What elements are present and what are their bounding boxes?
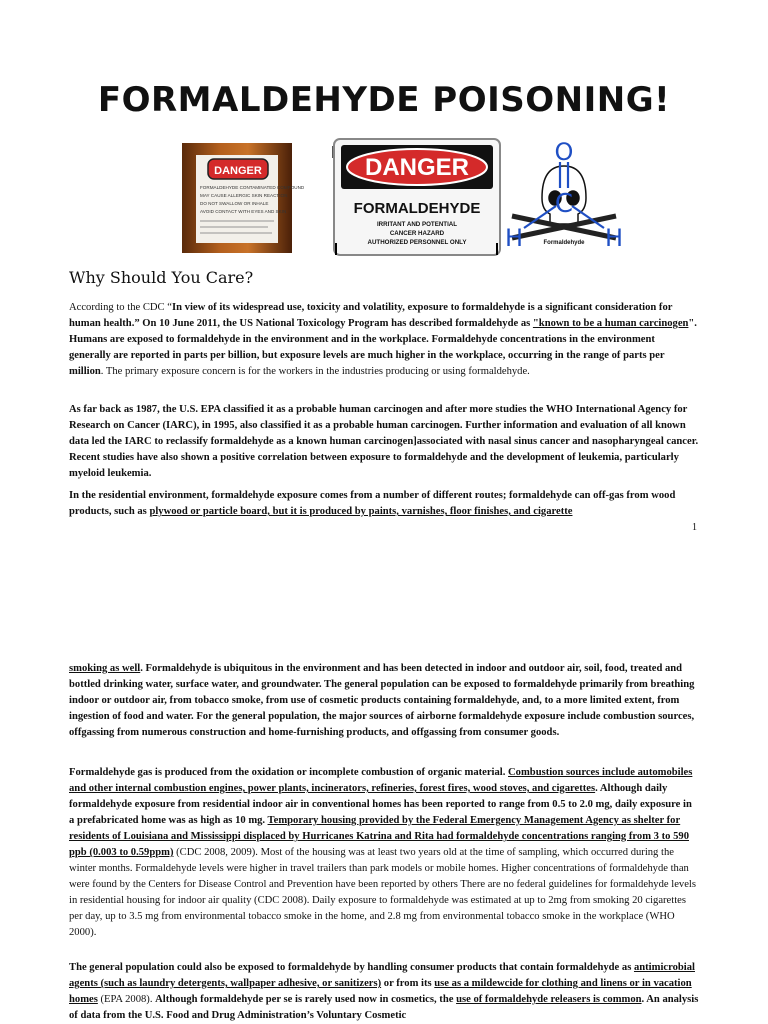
image-border-mark: [335, 243, 337, 255]
paragraph-text-bold: . Formaldehyde is ubiquitous in the environment and has been detected in indoor and outdoor air, soil, food, treated and bottled drinking water, surface water, and groundwater. The general population can be exposed to formaldehyde primarily from breathing indoor or outdoor air, from tobacco smoke, from use of cosmetic products containing formaldehyde, and, to a more limited extent, from ingestion of food and water. For the general population, the major sources of airborne formaldehyde exposure include combustion sources, offgassing from numerous construction and home-furnishing products, and offgassing from consumer goods.: [69, 663, 695, 738]
paragraph-text-bold: . An analysis of data from the U.S. Food and Drug Administration’s Voluntary Cosmetic: [69, 994, 699, 1021]
paragraph-text: . The primary exposure concern is for the workers in the industries producing or using formaldehyde.: [100, 366, 530, 377]
paragraph-text-bold: The general population could also be exposed to formaldehyde by handling consumer products that contain formaldehyde as: [69, 962, 634, 973]
wood-products-link[interactable]: plywood or particle board, but it is produced by paints, varnishes, floor finishes, and cigarette: [149, 506, 573, 517]
mildewcide-link[interactable]: use as a mildewcide for clothing and linens or in vacation homes: [69, 978, 692, 1005]
atom-hydrogen-left: H: [504, 224, 524, 252]
sign-line-2: CANCER HAZARD: [389, 230, 445, 237]
paragraph-text: (CDC 2008, 2009). Most of the housing was at least two years old at the time of sampling, which occurred during the winter months. Formaldehyde levels were higher in travel trailers than park models or mobile homes. Higher concentrations of formaldehyde than were found by the Centers for Disease Control and Prevention have been reported by others There are no federal guidelines for formaldehyde levels in residential housing for indoor air quality (CDC 2008). Daily exposure to formaldehyde was estimated at up to 2mg from smoking 20 cigarettes per day, up to 3.5 mg from environmental tobacco smoke in the home, and 2.8 mg from environmental tobacco smoke in the workplace (WHO 2000).: [69, 847, 696, 938]
paragraph-text-bold: . Although daily formaldehyde exposure from residential indoor air in conventional homes has been reported to range from 0.5 to 2.0 mg, daily exposure in a prefabricated home was as high as 10 mg.: [69, 783, 692, 826]
image-border-mark: [332, 146, 333, 158]
section-heading: Why Should You Care?: [69, 268, 254, 287]
atom-carbon: C: [554, 189, 574, 219]
paragraph-text-bold: ". Humans are exposed to formaldehyde in the environment and in the workplace. Formaldehyde concentrations in the environment generally are reported in parts per billion, but exposure levels are much higher in the workplace, occurring in the range of parts per million: [69, 318, 697, 377]
bottle-label-line: AVOID CONTACT WITH EYES AND SKIN: [200, 209, 287, 214]
page-title: FORMALDEHYDE POISONING!: [97, 80, 671, 120]
paragraph-text-bold: As far back as 1987, the U.S. EPA classified it as a probable human carcinogen and after more studies the WHO International Agency for Research on Cancer (IARC), in 1995, also classified it as a probable human carcinogen. Further information and evaluation of all known data led the IARC to reclassify formaldehyde as a known human carcinogen]associated with nasal sinus cancer and nasopharyngeal cancer. Recent studies have also shown a positive correlation between exposure to formaldehyde and the development of leukemia, particularly myeloid leukemia.: [69, 404, 699, 479]
sign-formaldehyde-label: FORMALDEHYDE: [353, 200, 481, 217]
image-border-mark: [496, 243, 498, 255]
paragraph-text-bold: In view of its widespread use, toxicity and volatility, exposure to formaldehyde is a significant consideration for human health.” On 10 June 2011, the US National Toxicology Program has described formaldehyde as: [69, 302, 673, 329]
paragraph-text-bold: In the residential environment, formaldehyde exposure comes from a number of different routes; formaldehyde can off-gas from wood products, such as: [69, 490, 676, 517]
combustion-sources-link[interactable]: Combustion sources include automobiles and other internal combustion engines, power plants, incinerators, refineries, forest fires, wood stoves, and cigarettes: [69, 767, 693, 794]
bottle-label-line: MAY CAUSE ALLERGIC SKIN REACTION: [200, 193, 288, 198]
sign-line-1: IRRITANT AND POTENTIAL: [376, 221, 458, 228]
paragraph-text: According to the CDC “: [69, 302, 172, 313]
sign-danger-label: DANGER: [364, 154, 470, 181]
paragraph-combustion: [69, 765, 699, 941]
paragraph-ubiquitous: [69, 661, 699, 741]
paragraph-text-bold: Although formaldehyde per se is rarely used now in cosmetics, the: [155, 994, 457, 1005]
atom-hydrogen-right: H: [604, 224, 624, 252]
bottle-label-line: FORMALDEHYDE CONTAMINATED COMPOUND: [200, 185, 305, 190]
smoking-link[interactable]: smoking as well: [69, 663, 141, 674]
paragraph-residential: [69, 488, 699, 520]
danger-sign-image: [333, 138, 501, 256]
releasers-link[interactable]: use of formaldehyde releasers is common: [456, 994, 642, 1005]
antimicrobial-agents-link[interactable]: antimicrobial agents (such as laundry detergents, wallpaper adhesive, or sanitizers): [69, 962, 695, 989]
fema-housing-link[interactable]: Temporary housing provided by the Federal Emergency Management Agency as shelter for residents of Louisiana and Mississippi displaced by Hurricanes Katrina and Rita had formaldehyde concentrations ranging from 3 to 590 ppb (0.003 to 0.59ppm): [69, 815, 689, 858]
paragraph-text-bold: or from its: [381, 978, 435, 989]
paragraph-text: (EPA 2008).: [97, 994, 156, 1005]
sign-line-3: AUTHORIZED PERSONNEL ONLY: [367, 239, 467, 246]
paragraph-text-bold: Formaldehyde gas is produced from the oxidation or incomplete combustion of organic material.: [69, 767, 509, 778]
paragraph-epa: [69, 402, 699, 482]
danger-bottle-image: [182, 143, 305, 253]
bottle-label-line: DO NOT SWALLOW OR INHALE: [200, 201, 269, 206]
carcinogen-link[interactable]: "known to be a human carcinogen: [532, 318, 689, 329]
formaldehyde-molecule-image: [502, 138, 630, 250]
atom-oxygen: O: [554, 138, 574, 166]
paragraph-consumer-products: [69, 960, 699, 1024]
bottle-danger-label: DANGER: [214, 165, 262, 177]
paragraph-cdc: [69, 300, 699, 380]
molecule-caption: Formaldehyde: [543, 240, 585, 246]
page-number: 1: [692, 522, 697, 533]
